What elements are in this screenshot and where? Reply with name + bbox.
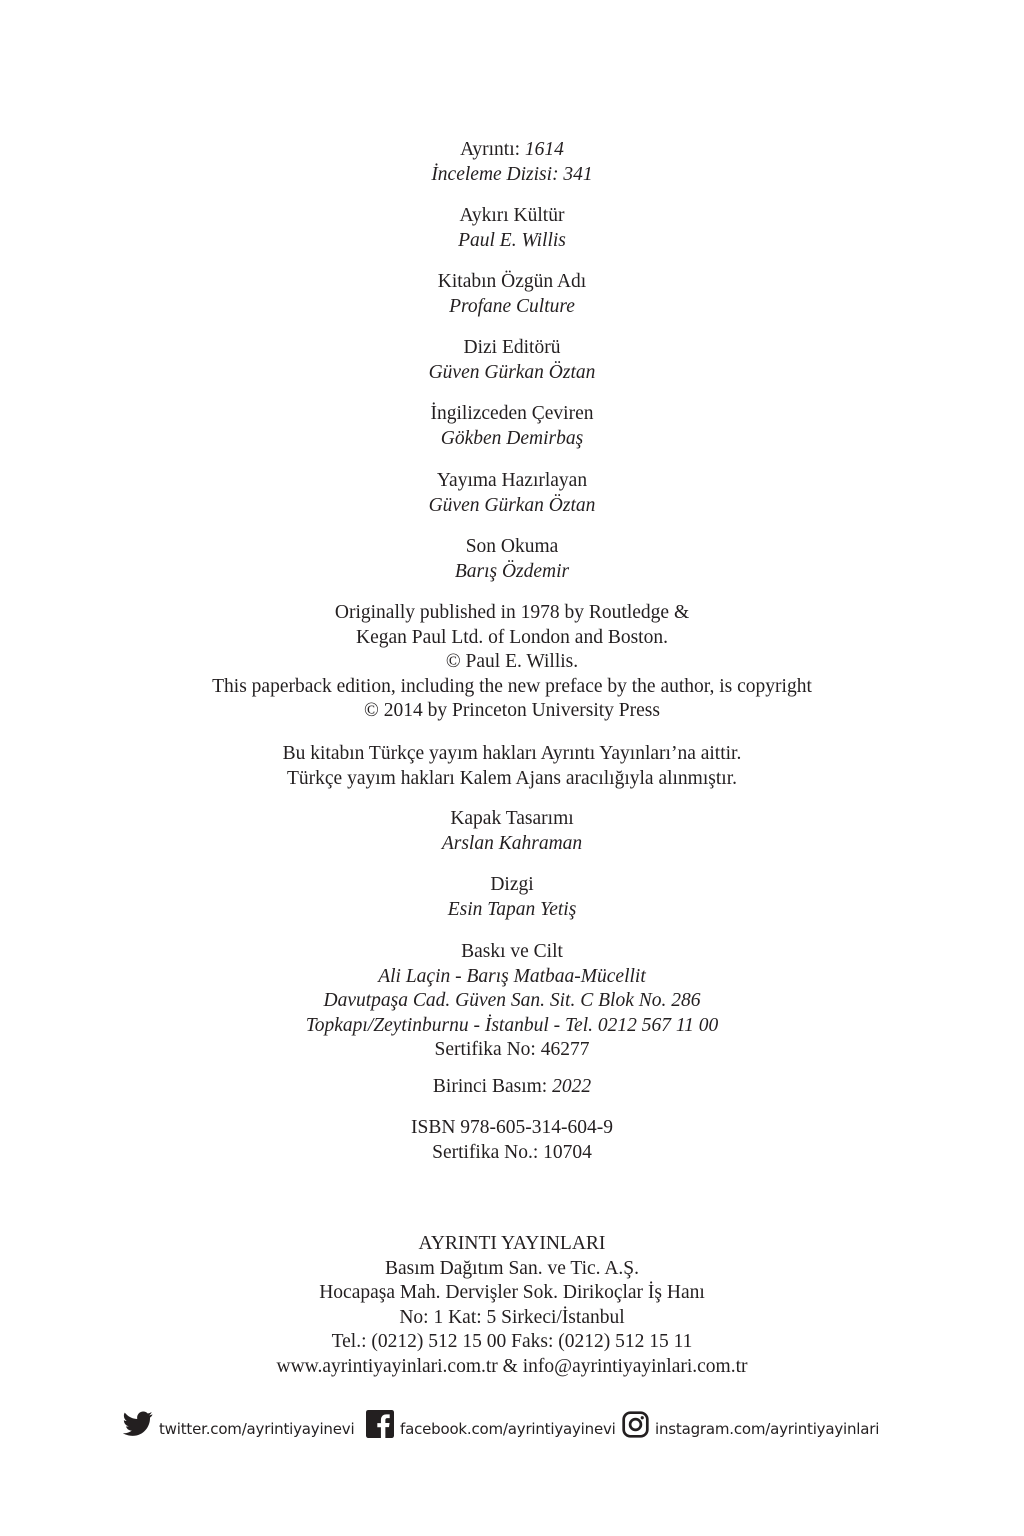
italic-text: Güven Gürkan Öztan [428,494,596,516]
text-span: Sertifika No: 46277 [434,1039,590,1060]
text-block [0,336,1024,385]
text-span: İngilizceden Çeviren [430,403,594,424]
facebook-icon [366,1410,394,1438]
text-block [0,1232,1024,1379]
text-line [0,1038,1024,1063]
text-span: © 2014 by Princeton University Press [364,700,660,721]
text-line [0,675,1024,700]
text-span: Türkçe yayım hakları Kalem Ajans aracılığıyla alınmıştır. [287,767,737,789]
text-span: Son Okuma [465,536,559,557]
text-span: Birinci Basım: [432,1076,553,1097]
text-block [0,535,1024,584]
text-line [0,402,1024,427]
text-span: www.ayrintiyayinlari.com.tr & info@ayrintiyayinlari.com.tr [276,1355,748,1377]
italic-text: Paul E. Willis [458,229,566,251]
text-line [0,1116,1024,1141]
text-block [0,742,1024,791]
text-span: Originally published in 1978 by Routledge & [334,602,690,623]
twitter-icon [123,1411,153,1437]
italic-text: Gökben Demirbaş [440,427,584,449]
text-span: Bu kitabın Türkçe yayım hakları Ayrıntı Yayınları’na aittir. [282,743,742,764]
facebook-link-text: facebook.com/ayrintiyayinevi [400,1420,616,1438]
text-span: Tel.: (0212) 512 15 00 Faks: (0212) 512 15 11 [331,1331,693,1352]
instagram-icon [622,1411,649,1438]
italic-text: Profane Culture [449,295,575,317]
text-block [0,469,1024,518]
text-line [0,1281,1024,1306]
text-line [0,1075,1024,1100]
social-link-facebook[interactable] [366,1404,616,1444]
text-line [0,204,1024,229]
text-block [0,204,1024,253]
text-line [0,1330,1024,1355]
text-line [0,138,1024,163]
text-span: Yayıma Hazırlayan [436,470,588,491]
italic-text: 1614 [524,139,564,160]
text-line [0,336,1024,361]
text-line [0,873,1024,898]
text-span: Sertifika No.: 10704 [432,1141,592,1163]
text-span: No: 1 Kat: 5 Sirkeci/İstanbul [399,1306,625,1328]
text-block [0,807,1024,856]
text-span: Kitabın Özgün Adı [437,271,587,292]
text-line [0,494,1024,519]
text-span: Ayrıntı: [460,139,525,160]
text-span: Kapak Tasarımı [450,808,574,829]
italic-text: Esin Tapan Yetiş [447,898,577,920]
twitter-link-text: twitter.com/ayrintiyayinevi [159,1420,355,1438]
text-line [0,601,1024,626]
social-link-instagram[interactable] [622,1404,879,1444]
text-line [0,1014,1024,1039]
italic-text: İnceleme Dizisi: 341 [431,163,593,185]
text-span: Dizi Editörü [463,337,561,358]
italic-text: Arslan Kahraman [441,832,583,854]
text-line [0,535,1024,560]
text-span: Kegan Paul Ltd. of London and Boston. [356,626,668,648]
text-span: Aykırı Kültür [459,205,565,226]
italic-text: Ali Laçin - Barış Matbaa-Mücellit [378,965,646,987]
text-block [0,1075,1024,1100]
social-links [0,1404,1024,1444]
text-line [0,427,1024,452]
text-block [0,601,1024,724]
text-line [0,163,1024,188]
text-span: AYRINTI YAYINLARI [418,1233,606,1254]
text-block [0,940,1024,1063]
italic-text: Barış Özdemir [454,560,570,582]
social-link-twitter[interactable] [123,1404,354,1444]
text-span: Baskı ve Cilt [461,941,563,962]
text-span: This paperback edition, including the new preface by the author, is copyright [212,675,812,697]
text-line [0,742,1024,767]
text-line [0,650,1024,675]
text-span: ISBN 978-605-314-604-9 [410,1117,614,1138]
text-line [0,626,1024,651]
instagram-link-text: instagram.com/ayrintiyayinlari [655,1420,880,1438]
text-line [0,229,1024,254]
text-line [0,1306,1024,1331]
text-line [0,469,1024,494]
text-line [0,1141,1024,1166]
italic-text: 2022 [552,1076,592,1097]
text-line [0,1355,1024,1380]
text-span: © Paul E. Willis. [445,651,579,672]
text-line [0,1257,1024,1282]
text-line [0,940,1024,965]
text-line [0,699,1024,724]
italic-text: Topkapı/Zeytinburnu - İstanbul - Tel. 0212 567 11 00 [305,1014,719,1036]
text-line [0,560,1024,585]
text-block [0,138,1024,187]
text-span: Basım Dağıtım San. ve Tic. A.Ş. [384,1257,640,1279]
text-span: Dizgi [490,874,534,895]
text-line [0,767,1024,792]
text-line [0,832,1024,857]
text-line [0,807,1024,832]
text-block [0,873,1024,922]
italic-text: Güven Gürkan Öztan [428,361,596,383]
text-block [0,402,1024,451]
text-line [0,898,1024,923]
text-line [0,361,1024,386]
text-block [0,1116,1024,1165]
text-block [0,270,1024,319]
text-line [0,1232,1024,1257]
text-span: Hocapaşa Mah. Dervişler Sok. Dirikoçlar İş Hanı [319,1282,705,1303]
text-line [0,965,1024,990]
text-line [0,989,1024,1014]
text-line [0,295,1024,320]
text-line [0,270,1024,295]
italic-text: Davutpaşa Cad. Güven San. Sit. C Blok No. 286 [323,990,701,1011]
